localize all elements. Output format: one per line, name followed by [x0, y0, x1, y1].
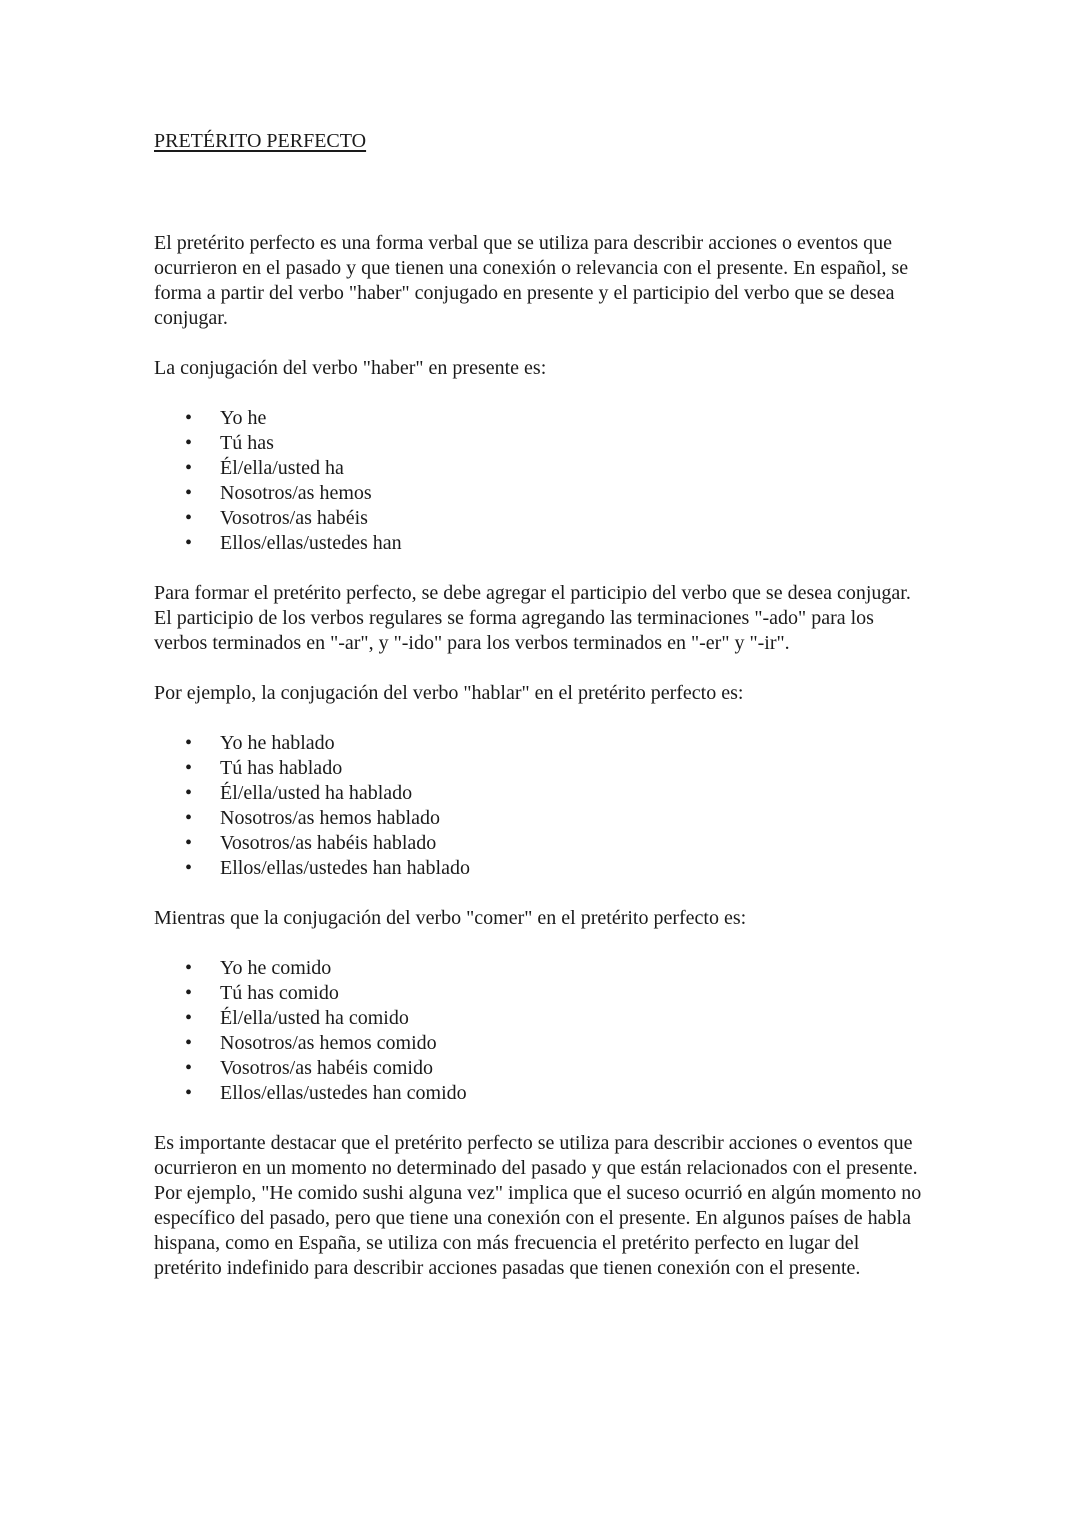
- list-item-text: Yo he: [220, 407, 267, 429]
- list-item: [154, 1006, 929, 1031]
- list-item: [154, 956, 929, 981]
- list-item: [154, 856, 929, 881]
- intro-paragraph: El pretérito perfecto es una forma verbal que se utiliza para describir acciones o eventos que ocurrieron en el pasado y que tienen una conexión o relevancia con el presente. En español, se forma a partir del verbo "haber" conjugado en presente y el participio del verbo que se desea conjugar.: [154, 232, 909, 329]
- formation-paragraph: Para formar el pretérito perfecto, se debe agregar el participio del verbo que se desea conjugar. El participio de los verbos regulares se forma agregando las terminaciones "-ado" para los verbos terminados en "-ar", y "-ido" para los verbos terminados en "-er" y "-ir".: [154, 582, 911, 654]
- list-item-text: Nosotros/as hemos comido: [220, 1032, 437, 1054]
- list-item: [154, 406, 929, 431]
- list-item-text: Él/ella/usted ha comido: [220, 1007, 409, 1029]
- bullet-icon: •: [185, 457, 193, 479]
- list-item-text: Ellos/ellas/ustedes han hablado: [220, 857, 470, 879]
- list-item: [154, 1056, 929, 1081]
- list-item: [154, 756, 929, 781]
- comer-intro-paragraph: Mientras que la conjugación del verbo "comer" en el pretérito perfecto es:: [154, 907, 747, 929]
- list-item: [154, 1031, 929, 1056]
- bullet-icon: •: [185, 982, 193, 1004]
- list-item-text: Él/ella/usted ha hablado: [220, 782, 413, 804]
- hablar-conjugation-list: [154, 731, 929, 881]
- bullet-icon: •: [185, 432, 193, 454]
- comer-conjugation-list: [154, 956, 929, 1106]
- bullet-icon: •: [185, 782, 193, 804]
- bullet-icon: •: [185, 482, 193, 504]
- list-item: [154, 981, 929, 1006]
- list-item-text: Tú has hablado: [220, 757, 343, 779]
- list-item: [154, 456, 929, 481]
- list-item-text: Vosotros/as habéis comido: [220, 1057, 433, 1079]
- list-item-text: Vosotros/as habéis: [220, 507, 368, 529]
- document-page: [154, 126, 929, 1281]
- list-item-text: Yo he comido: [220, 957, 332, 979]
- list-item: [154, 806, 929, 831]
- list-item-text: Nosotros/as hemos: [220, 482, 372, 504]
- bullet-icon: •: [185, 807, 193, 829]
- haber-intro-paragraph: La conjugación del verbo "haber" en presente es:: [154, 357, 547, 379]
- list-item-text: Vosotros/as habéis hablado: [220, 832, 437, 854]
- list-item: [154, 531, 929, 556]
- list-item-text: Ellos/ellas/ustedes han: [220, 532, 402, 554]
- haber-conjugation-list: [154, 406, 929, 556]
- list-item-text: Tú has comido: [220, 982, 339, 1004]
- list-item-text: Ellos/ellas/ustedes han comido: [220, 1082, 467, 1104]
- bullet-icon: •: [185, 732, 193, 754]
- hablar-intro-paragraph: Por ejemplo, la conjugación del verbo "hablar" en el pretérito perfecto es:: [154, 682, 744, 704]
- bullet-icon: •: [185, 857, 193, 879]
- bullet-icon: •: [185, 1082, 193, 1104]
- list-item: [154, 506, 929, 531]
- bullet-icon: •: [185, 957, 193, 979]
- bullet-icon: •: [185, 1032, 193, 1054]
- list-item-text: Tú has: [220, 432, 274, 454]
- bullet-icon: •: [185, 832, 193, 854]
- list-item: [154, 781, 929, 806]
- bullet-icon: •: [185, 1007, 193, 1029]
- list-item-text: Él/ella/usted ha: [220, 457, 344, 479]
- bullet-icon: •: [185, 507, 193, 529]
- bullet-icon: •: [185, 532, 193, 554]
- list-item-text: Nosotros/as hemos hablado: [220, 807, 440, 829]
- bullet-icon: •: [185, 407, 193, 429]
- document-title: PRETÉRITO PERFECTO: [154, 130, 367, 152]
- bullet-icon: •: [185, 757, 193, 779]
- list-item: [154, 831, 929, 856]
- bullet-icon: •: [185, 1057, 193, 1079]
- list-item: [154, 481, 929, 506]
- list-item: [154, 1081, 929, 1106]
- list-item: [154, 431, 929, 456]
- list-item-text: Yo he hablado: [220, 732, 335, 754]
- list-item: [154, 731, 929, 756]
- conclusion-paragraph: Es importante destacar que el pretérito perfecto se utiliza para describir acciones o eventos que ocurrieron en un momento no determinado del pasado y que están relacionados con el presente. Por ejemplo, "He comido sushi alguna vez" implica que el suceso ocurrió en algún momento no específico del pasado, pero que tiene una conexión con el presente. En algunos países de habla hispana, como en España, se utiliza con más frecuencia el pretérito perfecto en lugar del pretérito indefinido para describir acciones pasadas que tienen conexión con el presente.: [154, 1132, 922, 1279]
